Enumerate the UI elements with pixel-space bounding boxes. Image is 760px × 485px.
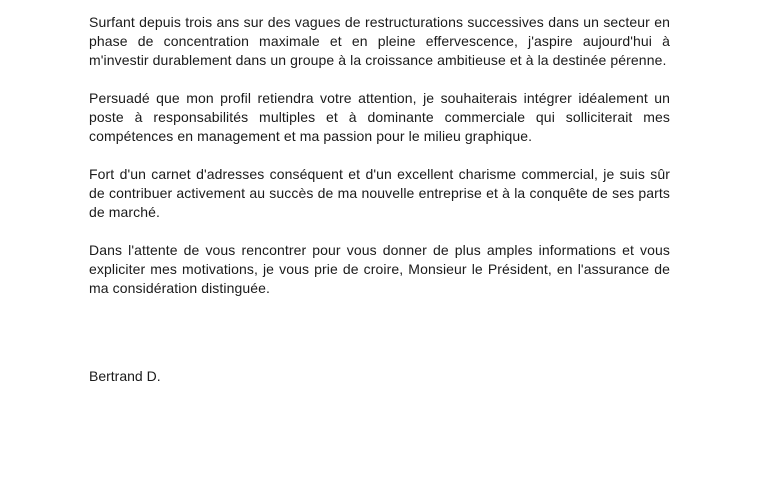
letter-body xyxy=(89,13,670,317)
letter-paragraph-motivation: Persuadé que mon profil retiendra votre attention, je souhaiterais intégrer idéalement un poste à responsabilités multiples et à dominante commerciale qui solliciterait mes compétences en management et ma passion pour le milieu graphique. xyxy=(89,90,670,144)
letter-paragraph-closing: Dans l'attente de vous rencontrer pour vous donner de plus amples informations et vous expliciter mes motivations, je vous prie de croire, Monsieur le Président, en l'assurance de ma considération distinguée. xyxy=(89,242,670,296)
letter-signature: Bertrand D. xyxy=(89,368,161,384)
letter-paragraph-strengths: Fort d'un carnet d'adresses conséquent et d'un excellent charisme commercial, je suis sûr de contribuer activement au succès de ma nouvelle entreprise et à la conquête de ses parts de marché. xyxy=(89,166,670,220)
letter-paragraph-intro: Surfant depuis trois ans sur des vagues de restructurations successives dans un secteur en phase de concentration maximale et en pleine effervescence, j'aspire aujourd'hui à m'investir durablement dans un groupe à la croissance ambitieuse et à la destinée pérenne. xyxy=(89,14,670,68)
